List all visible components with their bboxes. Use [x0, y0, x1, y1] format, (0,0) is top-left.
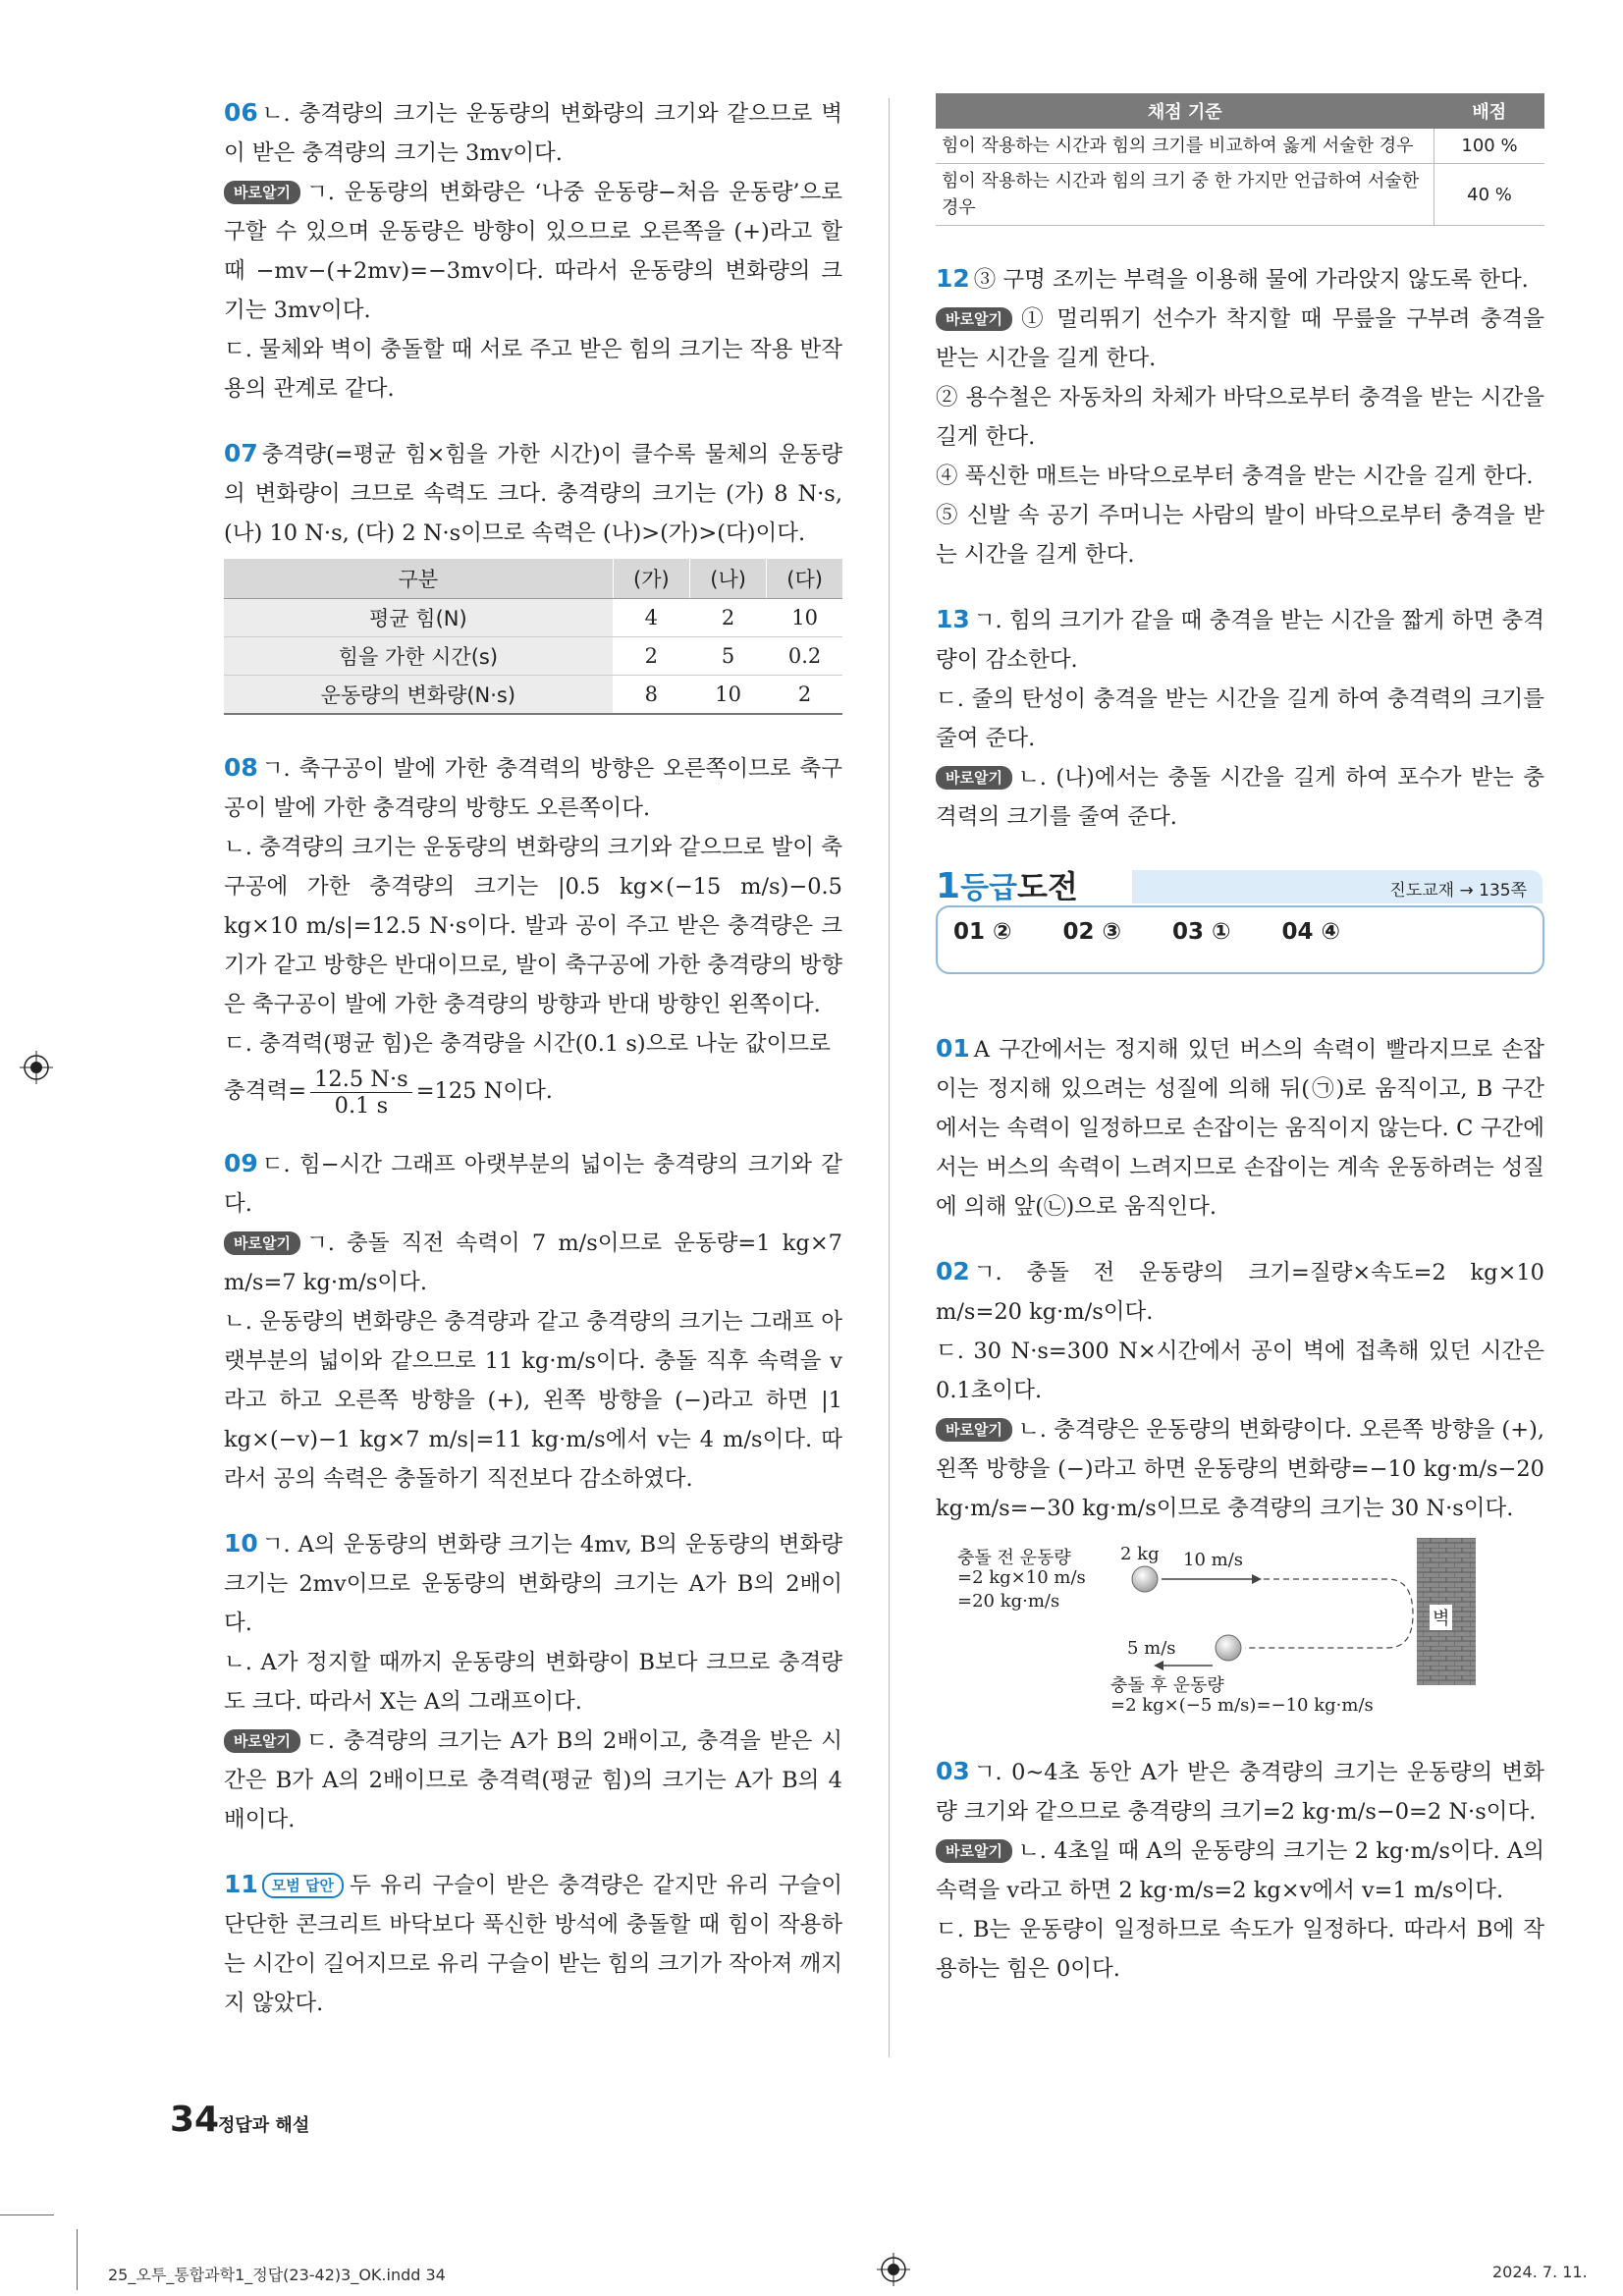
barroalgi-badge: 바로알기	[936, 1418, 1012, 1442]
answer-text: ㄱ. 충돌 직전 속력이 7 m/s이므로 운동량=1 kg×7 m/s=7 kg·m/s이다.	[224, 1230, 842, 1295]
answer-key-item: 02 ③	[1062, 919, 1122, 945]
table-header: (다)	[767, 559, 842, 599]
barroalgi-badge: 바로알기	[224, 1729, 300, 1753]
crop-mark	[0, 2214, 54, 2215]
answer-06	[224, 93, 842, 409]
answer-key-item: 01 ②	[953, 919, 1012, 945]
table-cell: 10	[767, 599, 842, 637]
table-row	[224, 676, 842, 715]
answer-text: ㄴ. 4초일 때 A의 운동량의 크기는 2 kg·m/s이다. A의 속력을 v라고 하면 2 kg·m/s=2 kg×v에서 v=1 m/s이다.	[936, 1838, 1544, 1903]
table-row	[936, 164, 1544, 226]
table-row	[936, 129, 1544, 164]
answer-text: ㄱ. A의 운동량의 변화량 크기는 4mv, B의 운동량의 변화량 크기는 2mv이므로 운동량의 변화량의 크기는 A가 B의 2배이다.	[224, 1532, 842, 1636]
answer-11	[224, 1865, 842, 2023]
answer-09	[224, 1144, 842, 1499]
ball-before-icon	[1132, 1566, 1158, 1592]
equation-text: 충격력=	[224, 1078, 307, 1104]
barroalgi-badge: 바로알기	[224, 1231, 300, 1255]
question-number: 09	[224, 1149, 258, 1177]
arrowhead	[1154, 1661, 1163, 1670]
column-divider	[889, 98, 890, 2057]
answer-text: ㄷ. 물체와 벽이 충돌할 때 서로 주고 받은 힘의 크기는 작용 반작용의 관계로 같다.	[224, 337, 842, 402]
challenge-title	[936, 862, 1122, 905]
barroalgi-badge: 바로알기	[936, 1839, 1012, 1863]
answer-text: ㄷ. 충격량의 크기는 A가 B의 2배이고, 충격을 받은 시간은 B가 A의 2배이므로 충격력(평균 힘)의 크기는 A가 B의 4배이다.	[224, 1728, 842, 1832]
arrowhead	[1252, 1574, 1262, 1584]
table-cell: 2	[689, 599, 766, 637]
crop-mark	[77, 2229, 78, 2290]
table-cell: 10	[689, 676, 766, 715]
answer-text: ㄴ. 충격량은 운동량의 변화량이다. 오른쪽 방향을 (+), 왼쪽 방향을 (−)라고 하면 운동량의 변화량=−10 kg·m/s−20 kg·m/s=−30 kg·m/s이므로 충격량의 크기는 30 N·s이다.	[936, 1417, 1544, 1521]
table-header: (나)	[689, 559, 766, 599]
answer-text: 충격량(=평균 힘×힘을 가한 시간)이 클수록 물체의 운동량의 변화량이 크므로 속력도 크다. 충격량의 크기는 (가) 8 N·s, (나) 10 N·s, (다) 2 N·s이므로 속력은 (나)>(가)>(다)이다.	[224, 442, 842, 546]
answer-text: 두 유리 구슬이 받은 충격량은 같지만 유리 구슬이 단단한 콘크리트 바닥보다 푹신한 방석에 충돌할 때 힘이 작용하는 시간이 길어지므로 유리 구슬이 받는 힘의 크기가 작아져 깨지지 않았다.	[224, 1873, 842, 2016]
impulse-equation	[224, 1064, 842, 1119]
answer-08	[224, 748, 842, 1119]
answer-text: ④ 푹신한 매트는 바닥으로부터 충격을 받는 시간을 길게 한다.	[936, 464, 1534, 489]
barroalgi-badge: 바로알기	[936, 307, 1012, 331]
challenge-answer-03	[936, 1752, 1544, 1989]
table-cell: 2	[767, 676, 842, 715]
question-number: 12	[936, 264, 970, 293]
challenge-answer-02	[936, 1252, 1544, 1528]
before-momentum-label: 충돌 전 운동량	[957, 1548, 1071, 1568]
textbook-reference: 진도교재 → 135쪽	[1389, 881, 1527, 901]
table-cell: 0.2	[767, 637, 842, 676]
fraction-denominator: 0.1 s	[334, 1092, 389, 1119]
table-cell: 100 %	[1434, 129, 1545, 164]
print-date: 2024. 7. 11.	[1492, 2263, 1588, 2281]
question-number: 03	[936, 1757, 970, 1785]
answer-text: ㄱ. 충돌 전 운동량의 크기=질량×속도=2 kg×10 m/s=20 kg·m/s이다.	[936, 1260, 1544, 1325]
barroalgi-badge: 바로알기	[224, 181, 300, 204]
barroalgi-badge: 바로알기	[936, 766, 1012, 790]
answer-text: ① 멀리뛰기 선수가 착지할 때 무릎을 구부려 충격을 받는 시간을 길게 한다.	[936, 306, 1544, 371]
table-row	[224, 637, 842, 676]
left-column	[224, 93, 842, 2049]
answer-text: ㄷ. 30 N·s=300 N×시간에서 공이 벽에 접촉해 있던 시간은 0.1초이다.	[936, 1339, 1544, 1403]
collision-figure	[936, 1538, 1544, 1724]
answer-text: ㄷ. 힘−시간 그래프 아랫부분의 넓이는 충격량의 크기와 같다.	[224, 1152, 842, 1217]
answer-text: ㄴ. A가 정지할 때까지 운동량의 변화량이 B보다 크므로 충격량도 크다. 따라서 X는 A의 그래프이다.	[224, 1650, 842, 1715]
answer-12	[936, 259, 1544, 574]
table-cell: 5	[689, 637, 766, 676]
challenge-box	[936, 862, 1544, 1000]
answer-text: ② 용수철은 자동차의 차체가 바닥으로부터 충격을 받는 시간을 길게 한다.	[936, 385, 1544, 450]
velocity-after-label: 5 m/s	[1127, 1638, 1176, 1659]
question-number: 10	[224, 1529, 258, 1558]
answer-key	[953, 919, 1383, 945]
answer-text: ㄱ. 0~4초 동안 A가 받은 충격량의 크기는 운동량의 변화량 크기와 같으므로 충격량의 크기=2 kg·m/s−0=2 N·s이다.	[936, 1760, 1544, 1825]
table-cell: 40 %	[1434, 164, 1545, 226]
question-number: 02	[936, 1257, 970, 1285]
question-number: 11	[224, 1870, 258, 1898]
challenge-answer-01	[936, 1029, 1544, 1227]
velocity-before-label: 10 m/s	[1183, 1550, 1243, 1570]
question-number: 13	[936, 605, 970, 633]
question-number: 06	[224, 98, 258, 127]
equation-text: =125 N이다.	[415, 1078, 553, 1104]
fraction-numerator: 12.5 N·s	[310, 1066, 412, 1093]
answer-key-item: 04 ④	[1281, 919, 1341, 945]
grade-label: 등급	[960, 871, 1018, 905]
table-header: 구분	[224, 559, 613, 599]
page-section-label: 정답과 해설	[218, 2115, 310, 2136]
after-momentum-eq: =2 kg×(−5 m/s)=−10 kg·m/s	[1110, 1695, 1374, 1716]
answer-text: ㄷ. 줄의 탄성이 충격을 받는 시간을 길게 하여 충격력의 크기를 줄여 준다.	[936, 686, 1544, 751]
momentum-table	[224, 559, 842, 715]
table-cell: 힘이 작용하는 시간과 힘의 크기 중 한 가지만 언급하여 서술한 경우	[936, 164, 1434, 226]
question-number: 07	[224, 439, 258, 467]
table-cell: 평균 힘(N)	[224, 599, 613, 637]
table-cell: 2	[613, 637, 689, 676]
page-number: 34	[170, 2100, 220, 2140]
question-number: 01	[936, 1034, 970, 1063]
grade-number: 1	[936, 866, 961, 906]
answer-key-item: 03 ①	[1172, 919, 1231, 945]
fraction	[310, 1066, 412, 1119]
registration-mark-icon	[877, 2253, 910, 2286]
model-answer-badge: 모범 답안	[262, 1873, 344, 1898]
right-column	[936, 93, 1544, 2014]
table-header-row	[936, 93, 1544, 129]
answer-text: ㄱ. 운동량의 변화량은 ‘나중 운동량−처음 운동량’으로 구할 수 있으며 운동량은 방향이 있으므로 오른쪽을 (+)라고 할 때 −mv−(+2mv)=−3mv이다. 따라서 운동량의 변화량의 크기는 3mv이다.	[224, 180, 842, 323]
ball-path	[1245, 1579, 1413, 1648]
print-file-info: 25_오투_통합과학1_정답(23-42)3_OK.indd 34	[108, 2266, 446, 2284]
table-cell: 힘을 가한 시간(s)	[224, 637, 613, 676]
registration-mark-icon	[20, 1051, 53, 1084]
ball-after-icon	[1216, 1635, 1241, 1661]
answer-text: ㄷ. B는 운동량이 일정하므로 속도가 일정하다. 따라서 B에 작용하는 힘은 0이다.	[936, 1917, 1544, 1982]
answer-text: ㄱ. 힘의 크기가 같을 때 충격을 받는 시간을 짧게 하면 충격량이 감소한다.	[936, 608, 1544, 673]
challenge-word: 도전	[1017, 868, 1078, 905]
answer-text: ③ 구명 조끼는 부력을 이용해 물에 가라앉지 않도록 한다.	[973, 267, 1529, 293]
before-momentum-eq: =20 kg·m/s	[957, 1591, 1060, 1612]
after-momentum-label: 충돌 후 운동량	[1110, 1675, 1224, 1696]
table-header-row	[224, 559, 842, 599]
table-cell: 8	[613, 676, 689, 715]
collision-diagram	[936, 1538, 1544, 1724]
answer-text: ㄷ. 충격력(평균 힘)은 충격량을 시간(0.1 s)으로 나눈 값이므로	[224, 1031, 831, 1057]
scoring-table	[936, 93, 1544, 226]
challenge-header-band	[1132, 870, 1542, 903]
answer-13	[936, 600, 1544, 837]
table-row	[224, 599, 842, 637]
table-cell: 4	[613, 599, 689, 637]
answer-07	[224, 434, 842, 715]
table-cell: 운동량의 변화량(N·s)	[224, 676, 613, 715]
table-header: 배점	[1434, 93, 1545, 129]
answer-text: ㄴ. (나)에서는 충돌 시간을 길게 하여 포수가 받는 충격력의 크기를 줄여 준다.	[936, 765, 1544, 830]
table-header: (가)	[613, 559, 689, 599]
mass-label: 2 kg	[1120, 1544, 1160, 1564]
table-header: 채점 기준	[936, 93, 1434, 129]
before-momentum-eq: =2 kg×10 m/s	[957, 1567, 1086, 1588]
answer-text: A 구간에서는 정지해 있던 버스의 속력이 빨라지므로 손잡이는 정지해 있으려는 성질에 의해 뒤(㉠)로 움직이고, B 구간에서는 속력이 일정하므로 손잡이는 움직이지 않는다. C 구간에서는 버스의 속력이 느려지므로 손잡이는 계속 운동하려는 성질에 의해 앞(㉡)으로 움직인다.	[936, 1037, 1544, 1220]
answer-text: ㄴ. 운동량의 변화량은 충격량과 같고 충격량의 크기는 그래프 아랫부분의 넓이와 같으므로 11 kg·m/s이다. 충돌 직후 속력을 v라고 하고 오른쪽 방향을 (+), 왼쪽 방향을 (−)라고 하면 |1 kg×(−v)−1 kg×7 m/s|=11 kg·m/s에서 v는 4 m/s이다. 따라서 공의 속력은 충돌하기 직전보다 감소하였다.	[224, 1309, 842, 1492]
answer-text: ㄴ. 충격량의 크기는 운동량의 변화량의 크기와 같으므로 발이 축구공에 가한 충격량의 크기는 |0.5 kg×(−15 m/s)−0.5 kg×10 m/s|=12.5 N·s이다. 발과 공이 주고 받은 충격량은 크기가 같고 방향은 반대이므로, 발이 축구공에 가한 충격량의 방향은 축구공이 발에 가한 충격량의 방향과 반대 방향인 왼쪽이다.	[224, 835, 842, 1017]
answer-10	[224, 1524, 842, 1839]
answer-text: ㄴ. 충격량의 크기는 운동량의 변화량의 크기와 같으므로 벽이 받은 충격량의 크기는 3mv이다.	[224, 101, 842, 166]
table-cell: 힘이 작용하는 시간과 힘의 크기를 비교하여 옳게 서술한 경우	[936, 129, 1434, 164]
answer-text: ㄱ. 축구공이 발에 가한 충격력의 방향은 오른쪽이므로 축구공이 발에 가한 충격량의 방향도 오른쪽이다.	[224, 756, 842, 821]
wall-label: 벽	[1430, 1605, 1452, 1630]
answer-text: ⑤ 신발 속 공기 주머니는 사람의 발이 바닥으로부터 충격을 받는 시간을 길게 한다.	[936, 503, 1544, 568]
question-number: 08	[224, 753, 258, 782]
